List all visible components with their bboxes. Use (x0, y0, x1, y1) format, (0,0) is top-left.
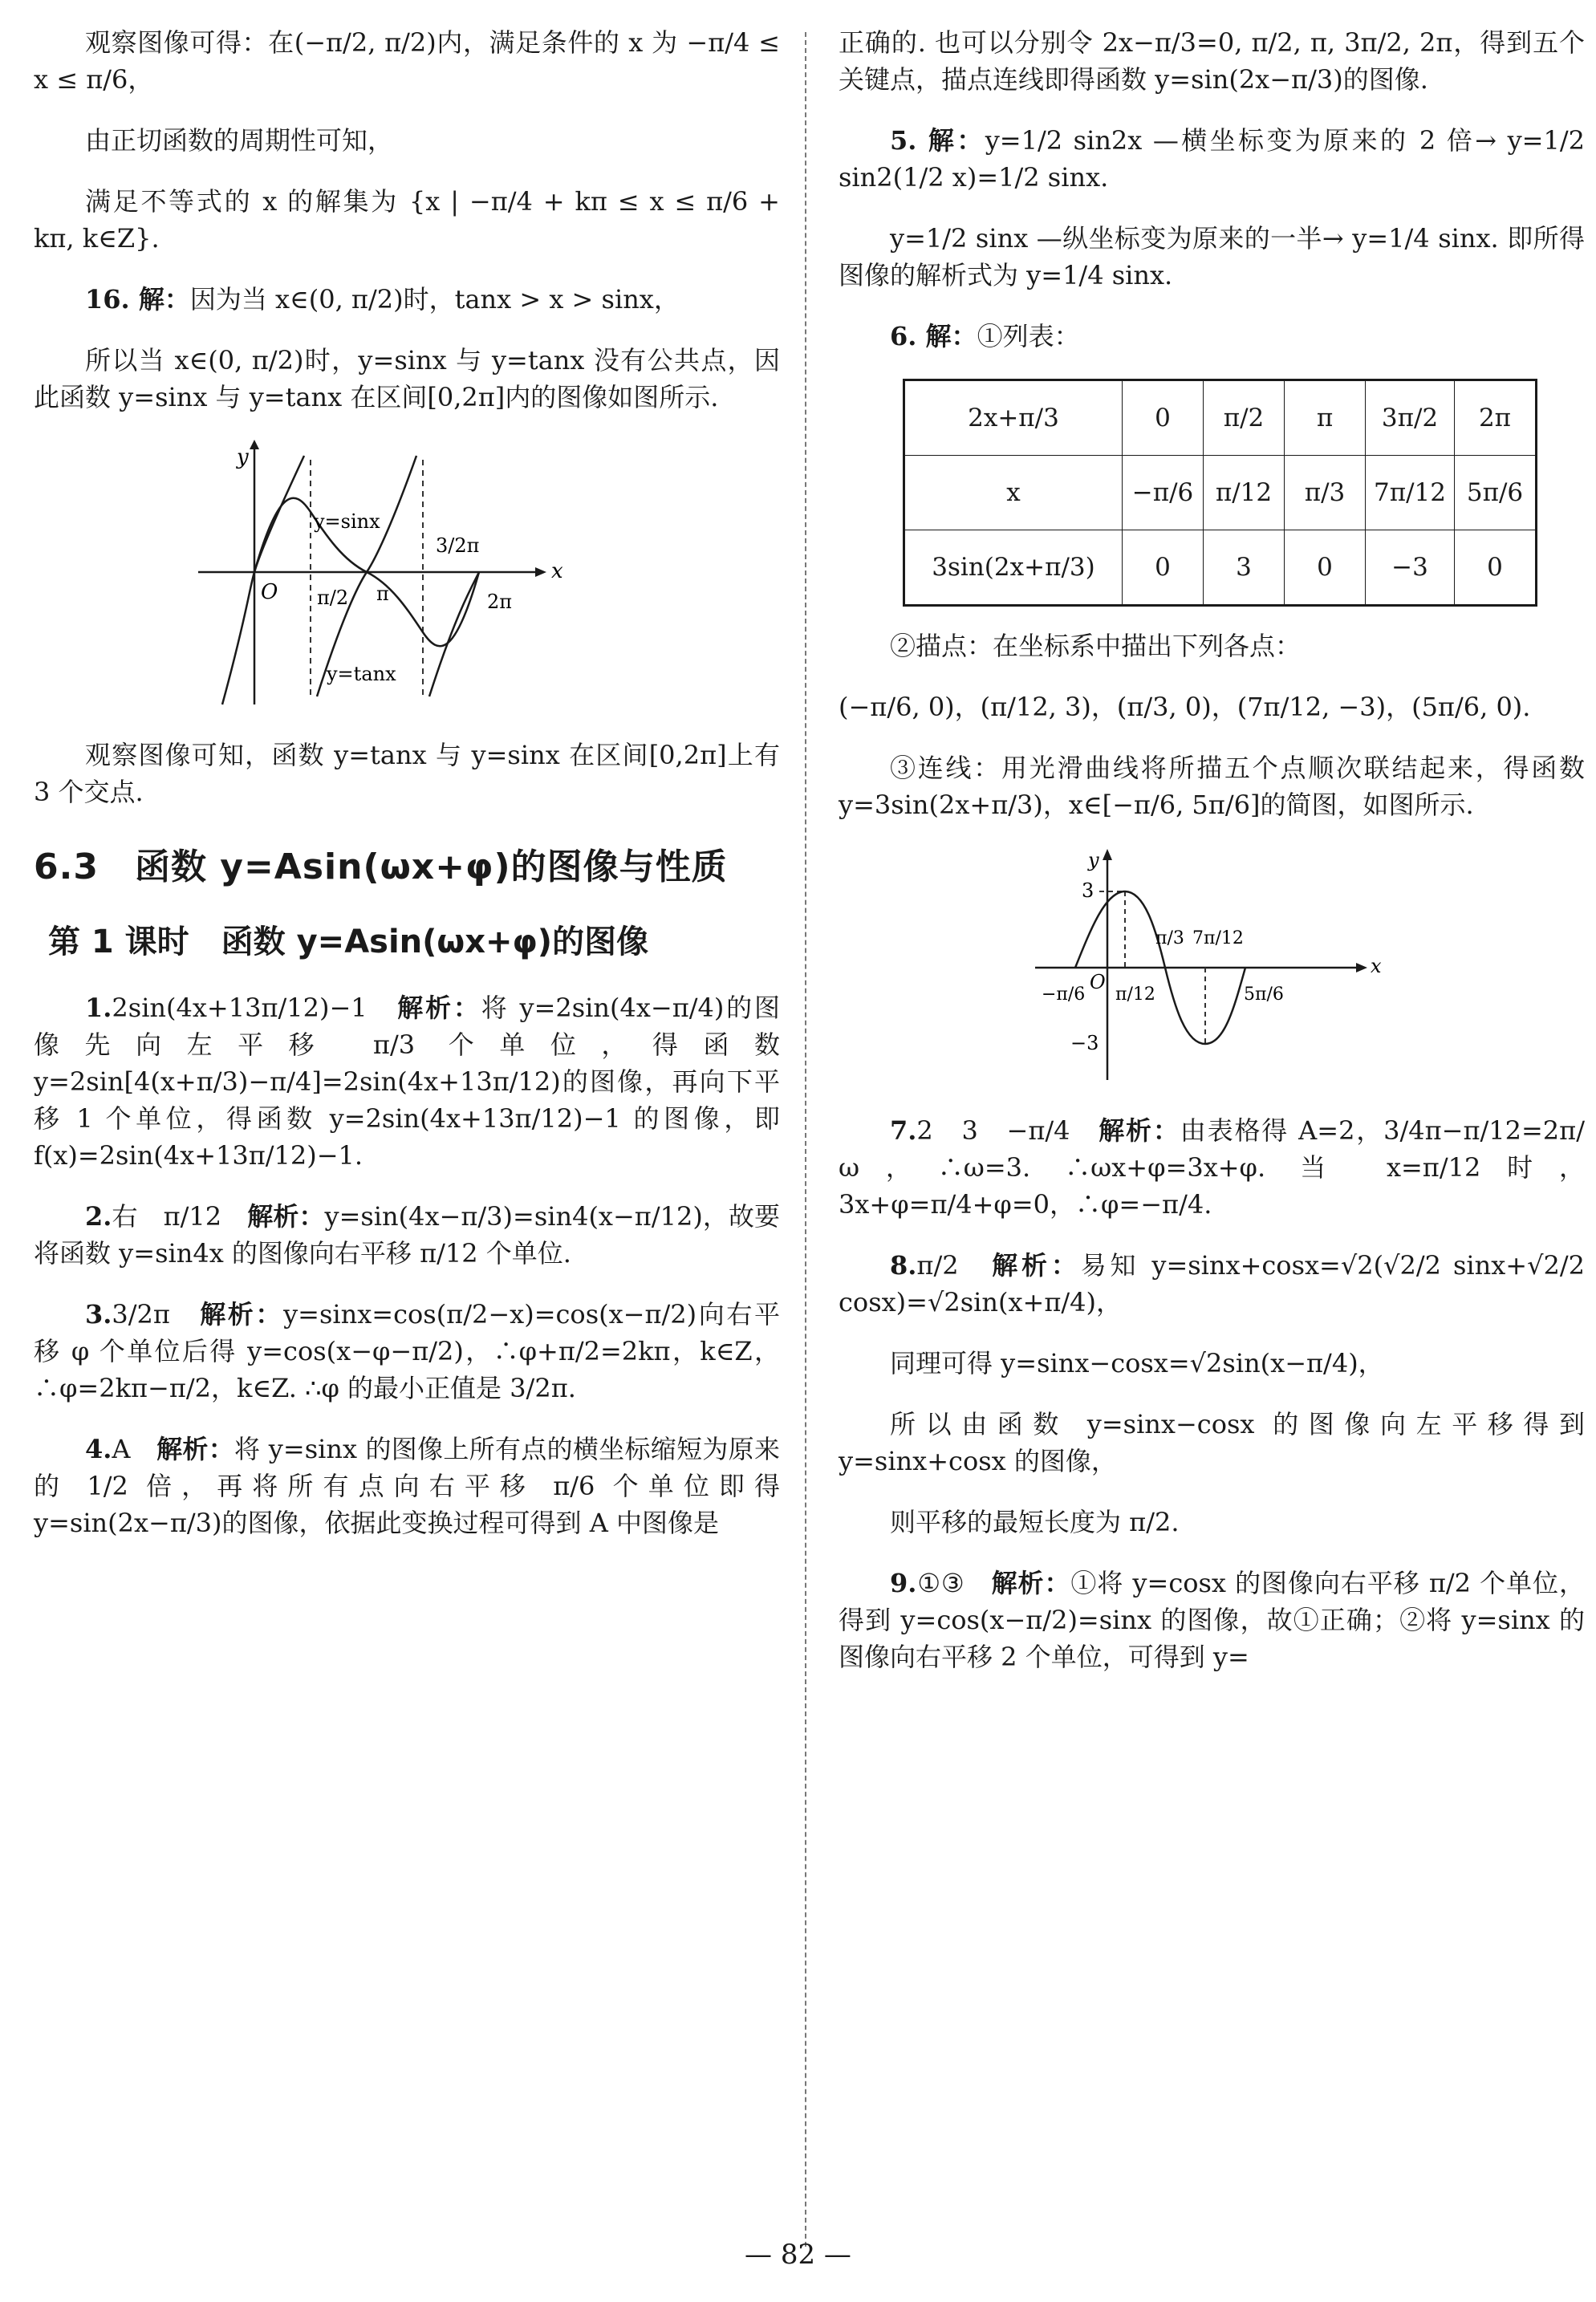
answer: A (112, 1434, 131, 1464)
analysis-text: 将 y=2sin(4x−π/4)的图像先向左平移 π/3 个单位，得函数 y=2sin[4(x+π/3)−π/4]=2sin(4x+13π/12)的图像，再向下平移 1 个单位，得函数 y=2sin(4x+13π/12)−1 的图像，即 f(x)=2sin(4x+13π/12)−1. (34, 993, 780, 1171)
analysis-label: 解析： (992, 1250, 1081, 1281)
sin-tan-graph (198, 440, 615, 713)
table-cell: 3π/2 (1366, 380, 1455, 456)
point-list: (−π/6, 0)，(π/12, 3)，(π/3, 0)，(7π/12, −3)，(5π/6, 0). (839, 692, 1531, 722)
lesson-title: 第 1 课时 函数 y=Asin(ωx+φ)的图像 (48, 924, 649, 960)
analysis-text: ①将 y=cosx 的图像向右平移 π/2 个单位，得到 y=cos(x−π/2)=sinx 的图像，故①正确；②将 y=sinx 的图像向右平移 2 个单位，可得到 y= (839, 1568, 1585, 1672)
paragraph: 观察图像可得：在(−π/2, π/2)内，满足条件的 x 为 −π/4 ≤ x ≤ π/6， (34, 27, 780, 95)
paragraph: 所以由函数 y=sinx−cosx 的图像向左平移得到 y=sinx+cosx 的图像， (839, 1409, 1585, 1476)
paragraph: 则平移的最短长度为 π/2. (890, 1507, 1180, 1537)
table-cell: 5π/6 (1455, 456, 1537, 530)
answer: 右 π/12 (112, 1201, 222, 1232)
tick-label: π/2 (317, 587, 349, 609)
question-number: 1. (85, 993, 112, 1023)
analysis-text: y=sinx=cos(π/2−x)=cos(x−π/2)向右平移 φ 个单位后得 y=cos(x−φ−π/2)，∴φ+π/2=2kπ，k∈Z，∴φ=2kπ−π/2，k∈Z. ∴φ 的最小正值是 3/2π. (34, 1299, 780, 1403)
paragraph: 所以当 x∈(0, π/2)时，y=sinx 与 y=tanx 没有公共点，因此函数 y=sinx 与 y=tanx 在区间[0,2π]内的图像如图所示. (34, 345, 780, 412)
answer: 2 3 −π/4 (916, 1115, 1070, 1146)
table-cell: 7π/12 (1366, 456, 1455, 530)
question-number: 6. 解： (890, 321, 977, 351)
table-cell: 0 (1123, 530, 1204, 606)
table-cell: π (1285, 380, 1366, 456)
table-cell: 2π (1455, 380, 1537, 456)
table-row (904, 380, 1537, 456)
y-axis-label: y (237, 445, 249, 469)
x-tick-label: π/3 (1155, 928, 1184, 948)
paragraph: y=1/2 sinx —纵坐标变为原来的一半→ y=1/4 sinx. 即所得图像的解析式为 y=1/4 sinx. (839, 223, 1585, 290)
y-tick-label: −3 (1070, 1032, 1099, 1054)
x-axis-label: x (1371, 955, 1382, 977)
analysis-text: y=sin(4x−π/3)=sin4(x−π/12)，故要将函数 y=sin4x 的图像向右平移 π/12 个单位. (34, 1201, 780, 1269)
tick-label: 3/2π (436, 534, 480, 557)
x-tick-label: 7π/12 (1192, 928, 1244, 948)
x-tick-label: 5π/6 (1244, 985, 1284, 1005)
question-8 (839, 1247, 1585, 1321)
analysis-text: 将 y=sinx 的图像上所有点的横坐标缩短为原来的 1/2 倍，再将所有点向右平移 π/6 个单位即得 y=sin(2x−π/3)的图像，依据此变换过程可得到 A 中图像是 (34, 1434, 780, 1538)
table-cell: 2x+π/3 (904, 380, 1123, 456)
question-number: 3. (85, 1299, 112, 1330)
analysis-text: 由表格得 A=2，3/4π−π/12=2π/ω，∴ω=3. ∴ωx+φ=3x+φ. 当 x=π/12时，3x+φ=π/4+φ=0，∴φ=−π/4. (839, 1115, 1585, 1220)
table-cell: π/3 (1285, 456, 1366, 530)
question-number: 7. (890, 1115, 917, 1146)
analysis-label: 解析： (247, 1201, 325, 1232)
paragraph: 正确的. 也可以分别令 2x−π/3=0, π/2, π, 3π/2, 2π，得到五个关键点，描点连线即得函数 y=sin(2x−π/3)的图像. (839, 27, 1585, 95)
y-axis-label: y (1088, 849, 1099, 871)
section-title: 6.3 函数 y=Asin(ωx+φ)的图像与性质 (34, 847, 728, 887)
analysis-text: 易知 y=sinx+cosx=√2(√2/2 sinx+√2/2 cosx)=√2sin(x+π/4)， (839, 1250, 1585, 1317)
tick-label: 2π (487, 591, 513, 613)
x-tick-label: −π/6 (1042, 985, 1086, 1005)
question-6 (839, 318, 1585, 355)
question-number: 9. (890, 1568, 917, 1598)
left-column (34, 24, 780, 1565)
question-number: 4. (85, 1434, 112, 1464)
analysis-label: 解析： (156, 1434, 235, 1464)
value-table (903, 379, 1537, 607)
question-number: 8. (890, 1250, 917, 1281)
sin-curve-label: y=sinx (314, 510, 380, 533)
table-cell: −3 (1366, 530, 1455, 606)
question-4 (34, 1431, 780, 1541)
right-column (839, 24, 1585, 1699)
table-cell: π/2 (1204, 380, 1285, 456)
tan-curve-label: y=tanx (327, 663, 396, 685)
origin-label: O (261, 580, 278, 604)
answer: π/2 (916, 1250, 959, 1281)
page-number: — 82 — (745, 2239, 851, 2271)
analysis-label: 解析： (991, 1568, 1071, 1598)
table-row (904, 456, 1537, 530)
table-cell: −π/6 (1123, 456, 1204, 530)
table-cell: 0 (1285, 530, 1366, 606)
table-row (904, 530, 1537, 606)
question-2 (34, 1198, 780, 1272)
table-cell: 0 (1123, 380, 1204, 456)
table-cell: x (904, 456, 1123, 530)
x-tick-label: π/12 (1115, 985, 1155, 1005)
column-divider (805, 32, 806, 2247)
question-number: 16. 解： (85, 284, 190, 315)
table-cell: π/12 (1204, 456, 1285, 530)
paragraph: 观察图像可知，函数 y=tanx 与 y=sinx 在区间[0,2π]上有 3 个交点. (34, 740, 780, 807)
paragraph: 满足不等式的 x 的解集为 {x | −π/4 + kπ ≤ x ≤ π/6 + kπ, k∈Z}. (34, 186, 780, 254)
question-9 (839, 1565, 1585, 1675)
x-axis-label: x (551, 559, 563, 583)
paragraph: 同理可得 y=sinx−cosx=√2sin(x−π/4)， (890, 1348, 1384, 1378)
tick-label: π (376, 583, 389, 605)
paragraph: ③连线：用光滑曲线将所描五个点顺次联结起来，得函数 y=3sin(2x+π/3)，x∈[−π/6, 5π/6]的简图，如图所示. (839, 753, 1585, 820)
answer: 3/2π (112, 1299, 170, 1330)
analysis-label: 解析： (200, 1299, 284, 1330)
question-text: y=1/2 sin2x —横坐标变为原来的 2 倍→ y=1/2 sin2(1/2 x)=1/2 sinx. (839, 125, 1585, 193)
sine-graph (1035, 847, 1388, 1088)
paragraph: ②描点：在坐标系中描出下列各点： (890, 631, 1302, 661)
answer: ①③ (916, 1568, 965, 1598)
table-cell: 0 (1455, 530, 1537, 606)
question-7 (839, 1112, 1585, 1223)
question-number: 2. (85, 1201, 112, 1232)
question-number: 5. 解： (890, 125, 985, 156)
question-1 (34, 989, 780, 1174)
answer: 2sin(4x+13π/12)−1 (112, 993, 368, 1023)
table-cell: 3 (1204, 530, 1285, 606)
question-16 (34, 281, 780, 318)
question-5 (839, 122, 1585, 196)
question-text: ①列表： (977, 321, 1080, 351)
origin-label: O (1090, 971, 1106, 993)
question-text: 因为当 x∈(0, π/2)时，tanx > x > sinx， (189, 284, 680, 315)
table-cell: 3sin(2x+π/3) (904, 530, 1123, 606)
paragraph: 由正切函数的周期性可知， (85, 125, 394, 156)
y-tick-label: 3 (1082, 879, 1094, 902)
analysis-label: 解析： (1099, 1115, 1180, 1146)
question-3 (34, 1296, 780, 1407)
analysis-label: 解析： (397, 993, 481, 1023)
